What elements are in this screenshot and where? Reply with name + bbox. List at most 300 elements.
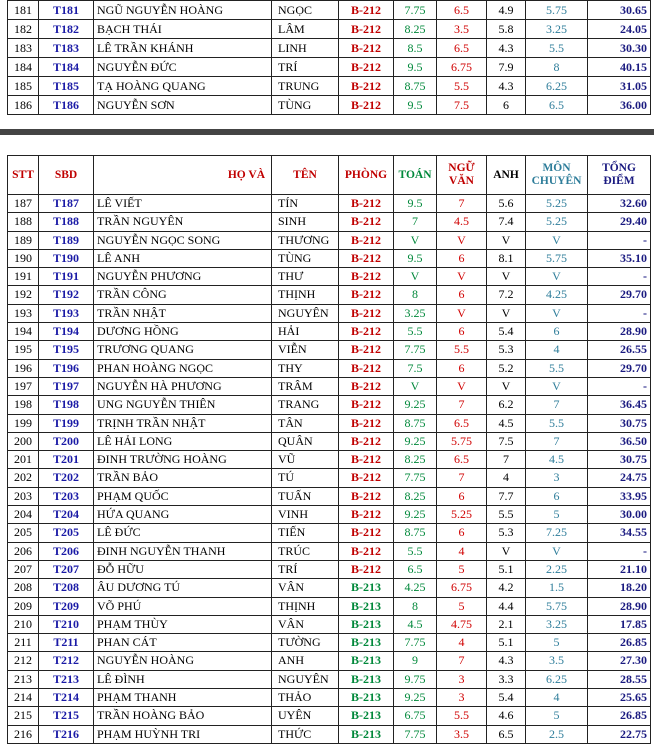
table-row: [8, 506, 651, 524]
cell-ho: PHẠM THANH: [94, 689, 272, 707]
cell-ho: LÊ ĐÌNH: [94, 670, 272, 688]
cell-toan: 8.75: [394, 524, 437, 542]
cell-sbd: T199: [39, 414, 94, 432]
cell-van: 5.25: [437, 506, 487, 524]
cell-anh: 5.3: [487, 341, 526, 359]
cell-anh: V: [487, 231, 526, 249]
cell-sbd: T194: [39, 323, 94, 341]
cell-stt: 195: [8, 341, 39, 359]
cell-stt: 192: [8, 286, 39, 304]
table-row: [8, 249, 651, 267]
cell-anh: 4.4: [487, 597, 526, 615]
cell-sbd: T196: [39, 359, 94, 377]
cell-toan: 8.75: [394, 77, 437, 96]
cell-tong: 17.85: [588, 615, 651, 633]
cell-van: 5.5: [437, 341, 487, 359]
cell-ten: TÂN: [272, 414, 339, 432]
cell-mon: 4.25: [526, 286, 588, 304]
cell-stt: 182: [8, 20, 39, 39]
cell-mon: 7: [526, 432, 588, 450]
cell-toan: 8: [394, 597, 437, 615]
cell-phong: B-212: [339, 213, 394, 231]
cell-van: 4.5: [437, 213, 487, 231]
cell-van: 6.75: [437, 58, 487, 77]
cell-ten: TÙNG: [272, 249, 339, 267]
cell-ho: UNG NGUYỄN THIÊN: [94, 396, 272, 414]
cell-phong: B-213: [339, 579, 394, 597]
cell-toan: 8.75: [394, 414, 437, 432]
cell-van: 5.5: [437, 77, 487, 96]
table-row: [8, 725, 651, 743]
cell-ho: ĐINH TRƯỜNG HOÀNG: [94, 451, 272, 469]
cell-tong: 28.90: [588, 323, 651, 341]
cell-stt: 201: [8, 451, 39, 469]
header-sbd: SBD: [39, 156, 94, 195]
header-phong: PHÒNG: [339, 156, 394, 195]
cell-anh: 6.5: [487, 725, 526, 743]
header-tong: [588, 156, 651, 195]
cell-anh: 4.3: [487, 77, 526, 96]
cell-stt: 183: [8, 39, 39, 58]
cell-ten: VŨ: [272, 451, 339, 469]
cell-mon: 7.25: [526, 524, 588, 542]
table-row: [8, 560, 651, 578]
header-tong-line1: TỔNG: [602, 162, 636, 174]
cell-phong: B-212: [339, 359, 394, 377]
cell-mon: 5.25: [526, 213, 588, 231]
table-row: [8, 487, 651, 505]
cell-ten: NGUYÊN: [272, 670, 339, 688]
cell-sbd: T200: [39, 432, 94, 450]
cell-anh: 2.1: [487, 615, 526, 633]
cell-mon: 3.25: [526, 20, 588, 39]
cell-tong: 26.85: [588, 707, 651, 725]
header-toan: TOÁN: [394, 156, 437, 195]
cell-van: 5: [437, 597, 487, 615]
cell-sbd: T204: [39, 506, 94, 524]
cell-ho: ĐỖ HỮU: [94, 560, 272, 578]
cell-mon: 7: [526, 396, 588, 414]
header-ho: HỌ VÀ: [94, 156, 272, 195]
cell-sbd: T211: [39, 634, 94, 652]
cell-mon: 3.5: [526, 652, 588, 670]
cell-phong: B-212: [339, 249, 394, 267]
cell-ten: VIỄN: [272, 341, 339, 359]
cell-mon: 8: [526, 58, 588, 77]
cell-sbd: T193: [39, 304, 94, 322]
cell-stt: 194: [8, 323, 39, 341]
table-row: [8, 96, 651, 115]
cell-toan: 7: [394, 213, 437, 231]
cell-van: 6: [437, 524, 487, 542]
cell-anh: 5.6: [487, 195, 526, 213]
cell-ten: TRANG: [272, 396, 339, 414]
cell-toan: 7.5: [394, 359, 437, 377]
cell-van: 6: [437, 249, 487, 267]
cell-toan: 9.5: [394, 96, 437, 115]
cell-tong: 29.70: [588, 359, 651, 377]
cell-mon: 5.75: [526, 597, 588, 615]
cell-stt: 186: [8, 96, 39, 115]
cell-ten: HẢI: [272, 323, 339, 341]
cell-mon: 6: [526, 323, 588, 341]
cell-toan: 7.75: [394, 1, 437, 20]
cell-stt: 202: [8, 469, 39, 487]
cell-van: 6.5: [437, 414, 487, 432]
cell-mon: 6.5: [526, 96, 588, 115]
cell-phong: B-212: [339, 39, 394, 58]
cell-tong: 31.05: [588, 77, 651, 96]
cell-sbd: T215: [39, 707, 94, 725]
cell-sbd: T187: [39, 195, 94, 213]
cell-stt: 203: [8, 487, 39, 505]
cell-phong: B-212: [339, 341, 394, 359]
table-row: [8, 304, 651, 322]
cell-ho: ĐINH NGUYỄN THANH: [94, 542, 272, 560]
cell-mon: 5: [526, 707, 588, 725]
cell-van: V: [437, 231, 487, 249]
table-row: [8, 396, 651, 414]
cell-sbd: T205: [39, 524, 94, 542]
cell-van: 3.5: [437, 20, 487, 39]
cell-toan: 4.25: [394, 579, 437, 597]
cell-phong: B-212: [339, 469, 394, 487]
cell-anh: 8.1: [487, 249, 526, 267]
cell-ten: TÍN: [272, 195, 339, 213]
cell-mon: 5.5: [526, 414, 588, 432]
cell-phong: B-212: [339, 542, 394, 560]
table-row: [8, 451, 651, 469]
cell-stt: 210: [8, 615, 39, 633]
cell-phong: B-212: [339, 1, 394, 20]
cell-mon: V: [526, 268, 588, 286]
table-row: [8, 341, 651, 359]
cell-van: 6.75: [437, 579, 487, 597]
header-mon: [526, 156, 588, 195]
cell-ten: THẢO: [272, 689, 339, 707]
cell-toan: 7.75: [394, 341, 437, 359]
cell-anh: 7.5: [487, 432, 526, 450]
cell-phong: B-213: [339, 597, 394, 615]
cell-toan: 9.25: [394, 689, 437, 707]
cell-toan: 6.75: [394, 707, 437, 725]
cell-ho: HỨA QUANG: [94, 506, 272, 524]
cell-tong: -: [588, 542, 651, 560]
cell-mon: 5.25: [526, 195, 588, 213]
cell-ho: NGUYỄN HÀ PHƯƠNG: [94, 377, 272, 395]
cell-van: 5.5: [437, 707, 487, 725]
cell-van: V: [437, 377, 487, 395]
cell-toan: 8.25: [394, 451, 437, 469]
cell-ten: LINH: [272, 39, 339, 58]
cell-ho: LÊ VIẾT: [94, 195, 272, 213]
cell-sbd: T189: [39, 231, 94, 249]
cell-tong: 29.70: [588, 286, 651, 304]
cell-ho: PHẠM QUỐC: [94, 487, 272, 505]
cell-tong: 36.00: [588, 96, 651, 115]
table-row: [8, 323, 651, 341]
cell-tong: -: [588, 268, 651, 286]
cell-ho: LÊ HẢI LONG: [94, 432, 272, 450]
cell-ho: NGUYỄN ĐỨC: [94, 58, 272, 77]
cell-mon: 5.75: [526, 1, 588, 20]
cell-phong: B-212: [339, 432, 394, 450]
cell-ten: QUÂN: [272, 432, 339, 450]
cell-ho: LÊ TRẦN KHÁNH: [94, 39, 272, 58]
table-row: [8, 524, 651, 542]
cell-toan: V: [394, 231, 437, 249]
cell-phong: B-212: [339, 195, 394, 213]
cell-ho: TRỊNH TRẦN NHẬT: [94, 414, 272, 432]
cell-anh: 7.9: [487, 58, 526, 77]
cell-tong: 24.75: [588, 469, 651, 487]
header-tong-line2: ĐIỂM: [603, 175, 635, 187]
cell-sbd: T202: [39, 469, 94, 487]
cell-mon: 6.25: [526, 77, 588, 96]
cell-phong: B-213: [339, 634, 394, 652]
cell-ten: SINH: [272, 213, 339, 231]
cell-ho: PHẠM THÙY: [94, 615, 272, 633]
table-row: [8, 689, 651, 707]
cell-ho: ÂU DƯƠNG TÚ: [94, 579, 272, 597]
cell-toan: 9.25: [394, 506, 437, 524]
cell-phong: B-212: [339, 396, 394, 414]
header-ten: TÊN: [272, 156, 339, 195]
cell-van: V: [437, 268, 487, 286]
cell-anh: 6: [487, 96, 526, 115]
cell-anh: V: [487, 268, 526, 286]
cell-tong: 33.95: [588, 487, 651, 505]
cell-ho: NGUYỄN SƠN: [94, 96, 272, 115]
cell-ten: THỊNH: [272, 286, 339, 304]
cell-ho: TRẦN NGUYÊN: [94, 213, 272, 231]
cell-tong: 36.50: [588, 432, 651, 450]
cell-ho: NGUYỄN HOÀNG: [94, 652, 272, 670]
cell-tong: 24.05: [588, 20, 651, 39]
cell-stt: 205: [8, 524, 39, 542]
cell-phong: B-212: [339, 377, 394, 395]
cell-mon: 5.75: [526, 249, 588, 267]
cell-sbd: T209: [39, 597, 94, 615]
cell-stt: 211: [8, 634, 39, 652]
cell-ten: TIẾN: [272, 524, 339, 542]
cell-phong: B-213: [339, 670, 394, 688]
cell-ten: THƯƠNG: [272, 231, 339, 249]
cell-anh: V: [487, 542, 526, 560]
cell-anh: 5.1: [487, 634, 526, 652]
cell-sbd: T182: [39, 20, 94, 39]
cell-sbd: T183: [39, 39, 94, 58]
cell-sbd: T191: [39, 268, 94, 286]
cell-anh: 3.3: [487, 670, 526, 688]
cell-phong: B-212: [339, 286, 394, 304]
cell-mon: 2.25: [526, 560, 588, 578]
cell-sbd: T195: [39, 341, 94, 359]
cell-stt: 190: [8, 249, 39, 267]
cell-ten: TÙNG: [272, 96, 339, 115]
cell-mon: 6.25: [526, 670, 588, 688]
cell-van: 5.75: [437, 432, 487, 450]
table-row: [8, 579, 651, 597]
cell-stt: 196: [8, 359, 39, 377]
cell-toan: 4.5: [394, 615, 437, 633]
table-row: [8, 213, 651, 231]
cell-phong: B-213: [339, 725, 394, 743]
cell-sbd: T207: [39, 560, 94, 578]
cell-anh: 7.4: [487, 213, 526, 231]
cell-tong: -: [588, 304, 651, 322]
cell-sbd: T213: [39, 670, 94, 688]
cell-phong: B-212: [339, 506, 394, 524]
cell-tong: -: [588, 377, 651, 395]
header-van: [437, 156, 487, 195]
cell-anh: 6.2: [487, 396, 526, 414]
cell-ten: NGUYÊN: [272, 304, 339, 322]
table-row: [8, 469, 651, 487]
cell-toan: V: [394, 268, 437, 286]
cell-toan: 8.25: [394, 20, 437, 39]
cell-anh: 4: [487, 469, 526, 487]
cell-mon: 4.5: [526, 451, 588, 469]
cell-phong: B-212: [339, 77, 394, 96]
cell-anh: 5.1: [487, 560, 526, 578]
cell-van: 6: [437, 323, 487, 341]
cell-phong: B-212: [339, 414, 394, 432]
cell-ho: PHAN HOÀNG NGỌC: [94, 359, 272, 377]
results-table: [7, 155, 651, 744]
cell-van: 4.75: [437, 615, 487, 633]
cell-van: 6: [437, 286, 487, 304]
cell-anh: 7.2: [487, 286, 526, 304]
cell-phong: B-213: [339, 615, 394, 633]
cell-ho: TRẦN BẢO: [94, 469, 272, 487]
cell-van: 6: [437, 487, 487, 505]
cell-anh: 5.8: [487, 20, 526, 39]
header-mon-line2: CHUYÊN: [531, 175, 582, 187]
table-row: [8, 195, 651, 213]
cell-ho: TRẦN CÔNG: [94, 286, 272, 304]
cell-mon: 5: [526, 506, 588, 524]
cell-phong: B-212: [339, 231, 394, 249]
cell-ten: NGỌC: [272, 1, 339, 20]
cell-sbd: T203: [39, 487, 94, 505]
table-row: [8, 39, 651, 58]
table-row: [8, 432, 651, 450]
cell-stt: 207: [8, 560, 39, 578]
cell-ho: PHAN CÁT: [94, 634, 272, 652]
cell-sbd: T181: [39, 1, 94, 20]
cell-mon: V: [526, 542, 588, 560]
cell-toan: 7.75: [394, 725, 437, 743]
cell-ho: TRƯƠNG QUANG: [94, 341, 272, 359]
table-row: [8, 286, 651, 304]
cell-anh: 4.3: [487, 652, 526, 670]
table-row: [8, 707, 651, 725]
cell-stt: 188: [8, 213, 39, 231]
table-row: [8, 542, 651, 560]
cell-stt: 199: [8, 414, 39, 432]
table-row: [8, 1, 651, 20]
table-row: [8, 615, 651, 633]
cell-ten: TUẤN: [272, 487, 339, 505]
table-row: [8, 414, 651, 432]
cell-anh: 4.2: [487, 579, 526, 597]
cell-anh: 5.3: [487, 524, 526, 542]
table-row: [8, 77, 651, 96]
cell-stt: 214: [8, 689, 39, 707]
cell-tong: 34.55: [588, 524, 651, 542]
cell-van: 3.5: [437, 725, 487, 743]
cell-ho: TẠ HOÀNG QUANG: [94, 77, 272, 96]
cell-ten: THỊNH: [272, 597, 339, 615]
cell-phong: B-212: [339, 96, 394, 115]
cell-van: 7: [437, 396, 487, 414]
cell-van: 6.5: [437, 39, 487, 58]
cell-stt: 209: [8, 597, 39, 615]
cell-van: 7.5: [437, 96, 487, 115]
cell-phong: B-212: [339, 58, 394, 77]
table-row: [8, 231, 651, 249]
cell-phong: B-212: [339, 304, 394, 322]
cell-van: 4: [437, 542, 487, 560]
cell-mon: 3: [526, 469, 588, 487]
cell-toan: 7.75: [394, 469, 437, 487]
cell-tong: 40.15: [588, 58, 651, 77]
cell-toan: 7.75: [394, 634, 437, 652]
cell-tong: -: [588, 231, 651, 249]
cell-phong: B-212: [339, 20, 394, 39]
cell-stt: 206: [8, 542, 39, 560]
cell-van: 4: [437, 634, 487, 652]
cell-tong: 29.40: [588, 213, 651, 231]
cell-mon: 4: [526, 341, 588, 359]
cell-toan: 9.5: [394, 249, 437, 267]
cell-toan: 9.25: [394, 432, 437, 450]
cell-ten: VINH: [272, 506, 339, 524]
cell-phong: B-213: [339, 707, 394, 725]
cell-phong: B-212: [339, 268, 394, 286]
cell-anh: V: [487, 304, 526, 322]
table-row: [8, 597, 651, 615]
cell-toan: 5.5: [394, 542, 437, 560]
cell-ten: ANH: [272, 652, 339, 670]
cell-anh: 4.6: [487, 707, 526, 725]
cell-sbd: T192: [39, 286, 94, 304]
table-row: [8, 20, 651, 39]
cell-ten: TRÍ: [272, 58, 339, 77]
cell-sbd: T201: [39, 451, 94, 469]
cell-stt: 191: [8, 268, 39, 286]
cell-stt: 193: [8, 304, 39, 322]
cell-toan: 8: [394, 286, 437, 304]
cell-stt: 212: [8, 652, 39, 670]
cell-sbd: T208: [39, 579, 94, 597]
header-stt: STT: [8, 156, 39, 195]
cell-van: 6: [437, 359, 487, 377]
cell-sbd: T198: [39, 396, 94, 414]
cell-tong: 27.30: [588, 652, 651, 670]
cell-tong: 22.75: [588, 725, 651, 743]
cell-stt: 208: [8, 579, 39, 597]
table-row: [8, 268, 651, 286]
header-van-line1: NGỮ: [448, 162, 475, 174]
header-anh: ANH: [487, 156, 526, 195]
cell-ten: THỨC: [272, 725, 339, 743]
cell-van: 7: [437, 195, 487, 213]
cell-sbd: T190: [39, 249, 94, 267]
cell-van: V: [437, 304, 487, 322]
cell-ho: BẠCH THÁI: [94, 20, 272, 39]
